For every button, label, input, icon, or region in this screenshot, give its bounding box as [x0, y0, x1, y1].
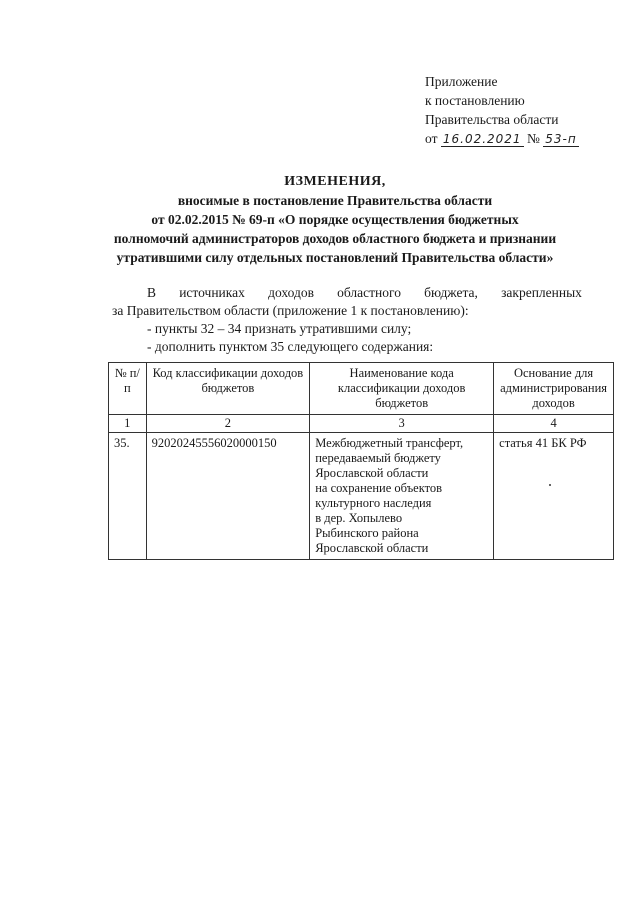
table-header-row	[109, 363, 614, 415]
heading-title: ИЗМЕНЕНИЯ,	[284, 174, 386, 189]
paragraph-1-line-2: за Правительством области (приложение 1 к постановлению):	[112, 303, 469, 318]
description-line: Ярославской области	[315, 541, 429, 555]
date-prefix: от	[425, 131, 438, 146]
list-item-1: - пункты 32 – 34 признать утратившими силу;	[147, 321, 412, 336]
description-line: в дер. Хопылево	[315, 511, 403, 525]
description-line: на сохранение объектов	[315, 481, 443, 495]
appendix-date-line	[425, 129, 579, 149]
handwritten-date: 16.02.2021	[442, 132, 522, 146]
word: бюджета,	[424, 285, 478, 300]
body-text	[112, 284, 582, 356]
word: областного	[337, 285, 401, 300]
word: закрепленных	[501, 285, 582, 300]
column-number-row	[109, 415, 614, 433]
row-code: 92020245556020000150	[146, 433, 310, 560]
header-name: Наименование кода классификации доходов бюджетов	[310, 363, 494, 415]
header-num: № п/п	[109, 363, 147, 415]
document-heading	[100, 172, 570, 267]
header-code: Код классификации доходов бюджетов	[146, 363, 310, 415]
list-item-2: - дополнить пунктом 35 следующего содержания:	[147, 339, 434, 354]
heading-line-5: утратившими силу отдельных постановлений Правительства области»	[116, 250, 554, 265]
appendix-line-1: Приложение	[425, 74, 498, 89]
header-basis: Основание для администрирования доходов	[494, 363, 614, 415]
number-prefix: №	[526, 131, 540, 146]
table-row	[109, 433, 614, 560]
paragraph-1-line-1	[112, 284, 582, 302]
heading-line-4: полномочий администраторов доходов областного бюджета и признании	[113, 231, 557, 246]
description-line: передаваемый бюджету	[315, 451, 441, 465]
row-description	[310, 433, 494, 560]
word: источниках	[179, 285, 245, 300]
heading-line-3: от 02.02.2015 № 69-п «О порядке осуществления бюджетных	[151, 212, 519, 227]
description-line: культурного наследия	[315, 496, 432, 510]
column-number: 4	[494, 415, 614, 433]
description-line: Ярославской области	[315, 466, 429, 480]
appendix-line-3: Правительства области	[425, 112, 559, 127]
row-basis: статья 41 БК РФ	[494, 433, 614, 560]
row-num: 35.	[109, 433, 147, 560]
scan-speck	[549, 484, 551, 486]
word: доходов	[268, 285, 314, 300]
word: В	[147, 285, 157, 300]
description-line: Рыбинского района	[315, 526, 419, 540]
appendix-block	[425, 72, 579, 149]
changes-table	[108, 362, 614, 560]
column-number: 2	[146, 415, 310, 433]
description-line: Межбюджетный трансферт,	[315, 436, 464, 450]
column-number: 3	[310, 415, 494, 433]
handwritten-number: 53-п	[545, 132, 577, 146]
column-number: 1	[109, 415, 147, 433]
appendix-line-2: к постановлению	[425, 93, 525, 108]
heading-line-2: вносимые в постановление Правительства области	[177, 193, 493, 208]
